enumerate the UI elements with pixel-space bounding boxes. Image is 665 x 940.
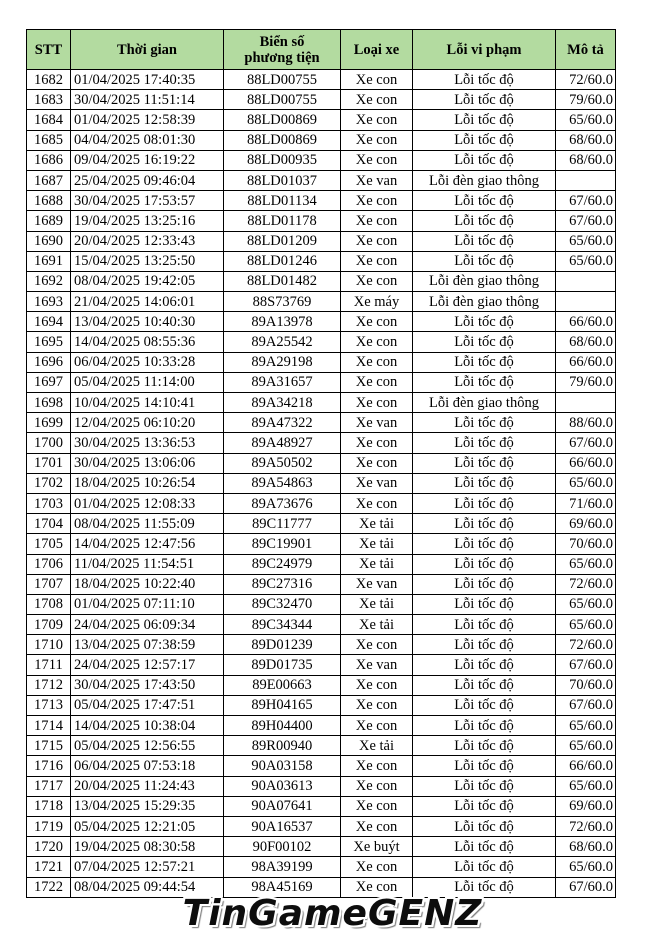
cell-stt: 1714 (27, 716, 71, 736)
cell-vehicle-type: Xe con (341, 70, 413, 90)
cell-stt: 1685 (27, 130, 71, 150)
cell-plate: 89A47322 (224, 413, 341, 433)
cell-violation: Lỗi tốc độ (413, 473, 556, 493)
cell-plate: 89C24979 (224, 554, 341, 574)
table-row (27, 231, 616, 251)
cell-violation: Lỗi tốc độ (413, 655, 556, 675)
cell-time: 06/04/2025 07:53:18 (71, 756, 224, 776)
cell-time: 24/04/2025 12:57:17 (71, 655, 224, 675)
cell-description: 68/60.0 (556, 837, 616, 857)
cell-time: 08/04/2025 11:55:09 (71, 514, 224, 534)
cell-stt: 1683 (27, 90, 71, 110)
cell-stt: 1695 (27, 332, 71, 352)
cell-vehicle-type: Xe con (341, 251, 413, 271)
cell-description: 72/60.0 (556, 70, 616, 90)
cell-violation: Lỗi tốc độ (413, 796, 556, 816)
cell-plate: 90A03158 (224, 756, 341, 776)
cell-violation: Lỗi đèn giao thông (413, 292, 556, 312)
table-row (27, 433, 616, 453)
cell-time: 12/04/2025 06:10:20 (71, 413, 224, 433)
table-row (27, 332, 616, 352)
cell-description: 66/60.0 (556, 352, 616, 372)
cell-stt: 1706 (27, 554, 71, 574)
cell-vehicle-type: Xe van (341, 170, 413, 190)
cell-vehicle-type: Xe con (341, 816, 413, 836)
cell-time: 18/04/2025 10:22:40 (71, 574, 224, 594)
cell-time: 30/04/2025 17:53:57 (71, 191, 224, 211)
cell-description (556, 271, 616, 291)
table-row (27, 211, 616, 231)
cell-stt: 1687 (27, 170, 71, 190)
table-row (27, 594, 616, 614)
cell-time: 13/04/2025 10:40:30 (71, 312, 224, 332)
cell-time: 06/04/2025 10:33:28 (71, 352, 224, 372)
cell-plate: 98A45169 (224, 877, 341, 897)
cell-plate: 89H04165 (224, 695, 341, 715)
table-row (27, 70, 616, 90)
table-row (27, 473, 616, 493)
cell-description: 65/60.0 (556, 615, 616, 635)
cell-plate: 88LD00869 (224, 130, 341, 150)
cell-violation: Lỗi tốc độ (413, 716, 556, 736)
cell-violation: Lỗi tốc độ (413, 433, 556, 453)
cell-time: 05/04/2025 12:21:05 (71, 816, 224, 836)
cell-description: 66/60.0 (556, 453, 616, 473)
cell-violation: Lỗi tốc độ (413, 90, 556, 110)
cell-description: 65/60.0 (556, 716, 616, 736)
cell-violation: Lỗi tốc độ (413, 251, 556, 271)
cell-time: 01/04/2025 07:11:10 (71, 594, 224, 614)
cell-plate: 89E00663 (224, 675, 341, 695)
cell-description: 65/60.0 (556, 776, 616, 796)
cell-violation: Lỗi tốc độ (413, 837, 556, 857)
cell-plate: 88LD00869 (224, 110, 341, 130)
cell-violation: Lỗi tốc độ (413, 150, 556, 170)
table-row (27, 837, 616, 857)
cell-vehicle-type: Xe buýt (341, 837, 413, 857)
table-row (27, 372, 616, 392)
header-time: Thời gian (71, 30, 224, 70)
cell-plate: 88LD01246 (224, 251, 341, 271)
cell-plate: 89D01239 (224, 635, 341, 655)
table-row (27, 756, 616, 776)
header-description: Mô tả (556, 30, 616, 70)
table-row (27, 514, 616, 534)
cell-description: 70/60.0 (556, 675, 616, 695)
cell-time: 30/04/2025 13:06:06 (71, 453, 224, 473)
cell-vehicle-type: Xe van (341, 473, 413, 493)
table-row (27, 352, 616, 372)
cell-vehicle-type: Xe con (341, 453, 413, 473)
cell-time: 01/04/2025 17:40:35 (71, 70, 224, 90)
cell-violation: Lỗi tốc độ (413, 756, 556, 776)
cell-description: 65/60.0 (556, 473, 616, 493)
cell-violation: Lỗi tốc độ (413, 514, 556, 534)
cell-stt: 1690 (27, 231, 71, 251)
cell-violation: Lỗi tốc độ (413, 413, 556, 433)
table-row (27, 110, 616, 130)
cell-violation: Lỗi tốc độ (413, 372, 556, 392)
cell-description: 68/60.0 (556, 130, 616, 150)
cell-vehicle-type: Xe con (341, 150, 413, 170)
cell-stt: 1691 (27, 251, 71, 271)
cell-stt: 1710 (27, 635, 71, 655)
cell-vehicle-type: Xe con (341, 776, 413, 796)
table-row (27, 312, 616, 332)
cell-vehicle-type: Xe con (341, 675, 413, 695)
cell-time: 13/04/2025 07:38:59 (71, 635, 224, 655)
cell-plate: 88LD01037 (224, 170, 341, 190)
cell-time: 09/04/2025 16:19:22 (71, 150, 224, 170)
cell-description (556, 393, 616, 413)
table-row (27, 776, 616, 796)
cell-plate: 88LD00935 (224, 150, 341, 170)
table-row (27, 716, 616, 736)
cell-stt: 1716 (27, 756, 71, 776)
cell-plate: 88LD01134 (224, 191, 341, 211)
table-header-row (27, 30, 616, 70)
cell-plate: 90A16537 (224, 816, 341, 836)
cell-plate: 89A34218 (224, 393, 341, 413)
table-row (27, 453, 616, 473)
cell-violation: Lỗi tốc độ (413, 231, 556, 251)
cell-stt: 1719 (27, 816, 71, 836)
cell-description: 69/60.0 (556, 514, 616, 534)
table-row (27, 534, 616, 554)
cell-time: 20/04/2025 11:24:43 (71, 776, 224, 796)
cell-time: 19/04/2025 08:30:58 (71, 837, 224, 857)
cell-time: 30/04/2025 17:43:50 (71, 675, 224, 695)
cell-vehicle-type: Xe tải (341, 594, 413, 614)
cell-violation: Lỗi tốc độ (413, 635, 556, 655)
table-row (27, 655, 616, 675)
cell-time: 05/04/2025 17:47:51 (71, 695, 224, 715)
cell-stt: 1682 (27, 70, 71, 90)
cell-violation: Lỗi tốc độ (413, 877, 556, 897)
cell-description: 65/60.0 (556, 251, 616, 271)
cell-violation: Lỗi tốc độ (413, 615, 556, 635)
cell-plate: 89A31657 (224, 372, 341, 392)
cell-violation: Lỗi tốc độ (413, 816, 556, 836)
cell-description: 67/60.0 (556, 433, 616, 453)
cell-plate: 89A48927 (224, 433, 341, 453)
cell-time: 01/04/2025 12:08:33 (71, 493, 224, 513)
table-row (27, 271, 616, 291)
cell-violation: Lỗi đèn giao thông (413, 393, 556, 413)
cell-violation: Lỗi tốc độ (413, 736, 556, 756)
cell-time: 10/04/2025 14:10:41 (71, 393, 224, 413)
cell-violation: Lỗi tốc độ (413, 211, 556, 231)
cell-time: 14/04/2025 08:55:36 (71, 332, 224, 352)
cell-plate: 89C27316 (224, 574, 341, 594)
cell-description: 67/60.0 (556, 191, 616, 211)
cell-description: 72/60.0 (556, 574, 616, 594)
cell-stt: 1686 (27, 150, 71, 170)
cell-plate: 90A07641 (224, 796, 341, 816)
cell-time: 25/04/2025 09:46:04 (71, 170, 224, 190)
table-row (27, 675, 616, 695)
cell-plate: 89A54863 (224, 473, 341, 493)
header-violation: Lỗi vi phạm (413, 30, 556, 70)
cell-plate: 90F00102 (224, 837, 341, 857)
table-row (27, 90, 616, 110)
table-row (27, 816, 616, 836)
cell-plate: 89C34344 (224, 615, 341, 635)
cell-vehicle-type: Xe con (341, 635, 413, 655)
cell-stt: 1708 (27, 594, 71, 614)
cell-plate: 88LD00755 (224, 90, 341, 110)
cell-stt: 1712 (27, 675, 71, 695)
cell-violation: Lỗi tốc độ (413, 453, 556, 473)
cell-violation: Lỗi tốc độ (413, 574, 556, 594)
cell-description: 71/60.0 (556, 493, 616, 513)
table-row (27, 857, 616, 877)
cell-stt: 1713 (27, 695, 71, 715)
cell-stt: 1702 (27, 473, 71, 493)
cell-plate: 89H04400 (224, 716, 341, 736)
cell-vehicle-type: Xe con (341, 695, 413, 715)
cell-plate: 88LD01178 (224, 211, 341, 231)
table-row (27, 796, 616, 816)
cell-stt: 1697 (27, 372, 71, 392)
cell-vehicle-type: Xe máy (341, 292, 413, 312)
table-row (27, 292, 616, 312)
cell-time: 14/04/2025 10:38:04 (71, 716, 224, 736)
cell-description: 68/60.0 (556, 150, 616, 170)
cell-description: 65/60.0 (556, 231, 616, 251)
cell-vehicle-type: Xe con (341, 857, 413, 877)
cell-stt: 1707 (27, 574, 71, 594)
cell-stt: 1709 (27, 615, 71, 635)
cell-vehicle-type: Xe con (341, 352, 413, 372)
watermark-logo: TinGameGENZ (182, 893, 483, 934)
table-row (27, 191, 616, 211)
cell-stt: 1698 (27, 393, 71, 413)
cell-description: 79/60.0 (556, 90, 616, 110)
cell-time: 01/04/2025 12:58:39 (71, 110, 224, 130)
cell-violation: Lỗi tốc độ (413, 695, 556, 715)
cell-violation: Lỗi tốc độ (413, 312, 556, 332)
header-stt: STT (27, 30, 71, 70)
cell-stt: 1700 (27, 433, 71, 453)
cell-time: 20/04/2025 12:33:43 (71, 231, 224, 251)
cell-vehicle-type: Xe tải (341, 534, 413, 554)
cell-time: 11/04/2025 11:54:51 (71, 554, 224, 574)
cell-vehicle-type: Xe con (341, 756, 413, 776)
cell-vehicle-type: Xe con (341, 312, 413, 332)
cell-vehicle-type: Xe con (341, 191, 413, 211)
cell-stt: 1703 (27, 493, 71, 513)
cell-stt: 1689 (27, 211, 71, 231)
cell-description: 69/60.0 (556, 796, 616, 816)
table-row (27, 695, 616, 715)
cell-stt: 1701 (27, 453, 71, 473)
cell-time: 18/04/2025 10:26:54 (71, 473, 224, 493)
table-row (27, 150, 616, 170)
cell-vehicle-type: Xe con (341, 130, 413, 150)
cell-time: 21/04/2025 14:06:01 (71, 292, 224, 312)
cell-vehicle-type: Xe con (341, 332, 413, 352)
table-row (27, 554, 616, 574)
cell-vehicle-type: Xe con (341, 372, 413, 392)
cell-stt: 1699 (27, 413, 71, 433)
cell-violation: Lỗi tốc độ (413, 70, 556, 90)
table-row (27, 130, 616, 150)
cell-stt: 1721 (27, 857, 71, 877)
table-row (27, 413, 616, 433)
cell-stt: 1694 (27, 312, 71, 332)
cell-vehicle-type: Xe con (341, 90, 413, 110)
cell-vehicle-type: Xe con (341, 796, 413, 816)
cell-stt: 1718 (27, 796, 71, 816)
cell-plate: 90A03613 (224, 776, 341, 796)
cell-vehicle-type: Xe tải (341, 736, 413, 756)
cell-description: 65/60.0 (556, 736, 616, 756)
cell-violation: Lỗi tốc độ (413, 534, 556, 554)
cell-stt: 1696 (27, 352, 71, 372)
cell-violation: Lỗi tốc độ (413, 594, 556, 614)
table-row (27, 251, 616, 271)
cell-violation: Lỗi đèn giao thông (413, 170, 556, 190)
cell-time: 13/04/2025 15:29:35 (71, 796, 224, 816)
cell-time: 30/04/2025 11:51:14 (71, 90, 224, 110)
cell-description: 67/60.0 (556, 877, 616, 897)
violations-table (26, 29, 616, 898)
cell-vehicle-type: Xe con (341, 493, 413, 513)
table-row (27, 574, 616, 594)
cell-violation: Lỗi tốc độ (413, 352, 556, 372)
cell-description: 67/60.0 (556, 211, 616, 231)
cell-plate: 89A13978 (224, 312, 341, 332)
cell-plate: 89C19901 (224, 534, 341, 554)
cell-plate: 89A25542 (224, 332, 341, 352)
cell-description: 67/60.0 (556, 655, 616, 675)
cell-time: 05/04/2025 12:56:55 (71, 736, 224, 756)
cell-violation: Lỗi đèn giao thông (413, 271, 556, 291)
cell-plate: 89A73676 (224, 493, 341, 513)
cell-time: 07/04/2025 12:57:21 (71, 857, 224, 877)
cell-violation: Lỗi tốc độ (413, 110, 556, 130)
cell-stt: 1693 (27, 292, 71, 312)
cell-vehicle-type: Xe tải (341, 615, 413, 635)
cell-vehicle-type: Xe tải (341, 514, 413, 534)
cell-plate: 89A50502 (224, 453, 341, 473)
cell-time: 30/04/2025 13:36:53 (71, 433, 224, 453)
cell-plate: 89C11777 (224, 514, 341, 534)
cell-plate: 88LD00755 (224, 70, 341, 90)
cell-violation: Lỗi tốc độ (413, 554, 556, 574)
cell-time: 15/04/2025 13:25:50 (71, 251, 224, 271)
table-row (27, 615, 616, 635)
cell-plate: 89C32470 (224, 594, 341, 614)
table-row (27, 393, 616, 413)
table-row (27, 170, 616, 190)
cell-description (556, 292, 616, 312)
table-row (27, 736, 616, 756)
cell-vehicle-type: Xe con (341, 231, 413, 251)
cell-description: 79/60.0 (556, 372, 616, 392)
table-row (27, 493, 616, 513)
cell-plate: 89D01735 (224, 655, 341, 675)
cell-vehicle-type: Xe con (341, 433, 413, 453)
cell-violation: Lỗi tốc độ (413, 776, 556, 796)
table-row (27, 635, 616, 655)
cell-stt: 1688 (27, 191, 71, 211)
cell-vehicle-type: Xe con (341, 110, 413, 130)
cell-plate: 89R00940 (224, 736, 341, 756)
cell-vehicle-type: Xe con (341, 393, 413, 413)
cell-time: 08/04/2025 09:44:54 (71, 877, 224, 897)
cell-description: 65/60.0 (556, 594, 616, 614)
cell-violation: Lỗi tốc độ (413, 675, 556, 695)
cell-stt: 1705 (27, 534, 71, 554)
cell-description: 65/60.0 (556, 110, 616, 130)
cell-time: 14/04/2025 12:47:56 (71, 534, 224, 554)
cell-description: 65/60.0 (556, 554, 616, 574)
cell-time: 05/04/2025 11:14:00 (71, 372, 224, 392)
cell-description: 66/60.0 (556, 312, 616, 332)
cell-stt: 1704 (27, 514, 71, 534)
cell-description: 65/60.0 (556, 857, 616, 877)
cell-stt: 1715 (27, 736, 71, 756)
cell-stt: 1722 (27, 877, 71, 897)
cell-stt: 1692 (27, 271, 71, 291)
cell-plate: 98A39199 (224, 857, 341, 877)
cell-plate: 88LD01209 (224, 231, 341, 251)
cell-description (556, 170, 616, 190)
cell-vehicle-type: Xe con (341, 271, 413, 291)
cell-plate: 89A29198 (224, 352, 341, 372)
header-plate: Biển số phương tiện (224, 30, 341, 70)
cell-stt: 1684 (27, 110, 71, 130)
cell-time: 08/04/2025 19:42:05 (71, 271, 224, 291)
cell-violation: Lỗi tốc độ (413, 857, 556, 877)
cell-description: 72/60.0 (556, 635, 616, 655)
cell-description: 72/60.0 (556, 816, 616, 836)
cell-description: 70/60.0 (556, 534, 616, 554)
cell-plate: 88LD01482 (224, 271, 341, 291)
cell-vehicle-type: Xe con (341, 211, 413, 231)
cell-description: 67/60.0 (556, 695, 616, 715)
cell-stt: 1717 (27, 776, 71, 796)
cell-plate: 88S73769 (224, 292, 341, 312)
cell-vehicle-type: Xe van (341, 655, 413, 675)
cell-violation: Lỗi tốc độ (413, 130, 556, 150)
cell-vehicle-type: Xe con (341, 716, 413, 736)
cell-time: 19/04/2025 13:25:16 (71, 211, 224, 231)
header-vehicle-type: Loại xe (341, 30, 413, 70)
cell-time: 24/04/2025 06:09:34 (71, 615, 224, 635)
cell-vehicle-type: Xe van (341, 574, 413, 594)
cell-description: 88/60.0 (556, 413, 616, 433)
cell-violation: Lỗi tốc độ (413, 493, 556, 513)
cell-time: 04/04/2025 08:01:30 (71, 130, 224, 150)
cell-violation: Lỗi tốc độ (413, 191, 556, 211)
cell-stt: 1720 (27, 837, 71, 857)
cell-violation: Lỗi tốc độ (413, 332, 556, 352)
cell-vehicle-type: Xe tải (341, 554, 413, 574)
cell-stt: 1711 (27, 655, 71, 675)
cell-vehicle-type: Xe con (341, 877, 413, 897)
cell-vehicle-type: Xe van (341, 413, 413, 433)
cell-description: 68/60.0 (556, 332, 616, 352)
cell-description: 66/60.0 (556, 756, 616, 776)
